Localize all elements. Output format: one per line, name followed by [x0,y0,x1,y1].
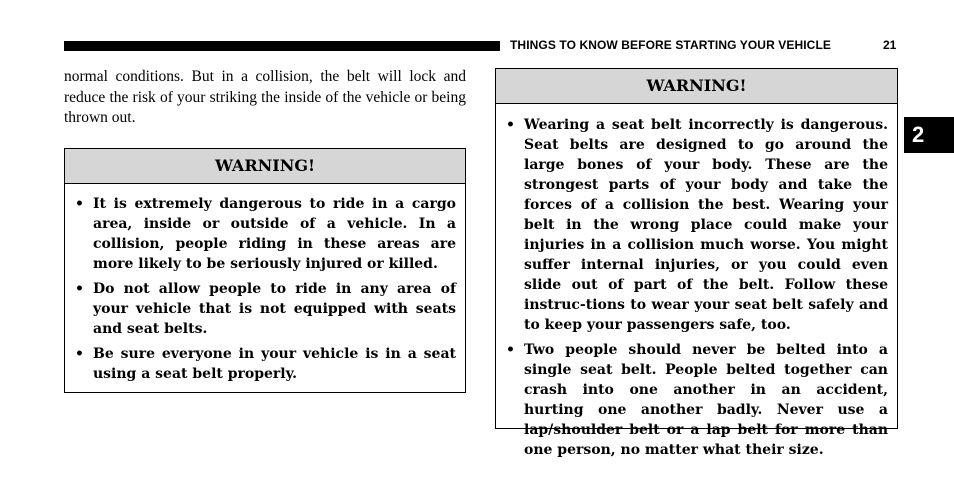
warning-item: • Be sure everyone in your vehicle is in a seat using a seat belt properly. [93,344,456,384]
warning-item: • It is extremely dangerous to ride in a cargo area, inside or outside of a vehicle. In a collision, people riding in these areas are more likely to be seriously injured or killed. [93,194,456,274]
warning-item: • Wearing a seat belt incorrectly is dangerous. Seat belts are designed to go around the large bones of your body. These are the strongest parts of your body and take the forces of a collision the best. Wearing your belt in the wrong place could make your injuries in a collision much worse. You might suffer internal injuries, or you could even slide out of part of the belt. Follow these instruc-tions to wear your seat belt safely and to keep your passengers safe, too. [524,115,888,335]
intro-paragraph: normal conditions. But in a collision, the belt will lock and reduce the risk of your striking the inside of the vehicle or being thrown out. [64,68,466,126]
header-rule [64,41,500,51]
warning-item: • Two people should never be belted into a single seat belt. People belted together can crash into one another in an accident, hurting one another badly. Never use a lap/shoulder belt or a lap belt for more than one person, no matter what their size. [524,340,888,460]
warning-box-right [495,68,898,458]
warning-list [65,184,465,384]
warning-box-left [64,148,466,393]
warning-title: WARNING! [496,69,897,104]
warning-title: WARNING! [65,149,465,184]
warning-item: • Do not allow people to ride in any area of your vehicle that is not equipped with seats and seat belts. [93,279,456,339]
page-number: 21 [883,38,897,52]
chapter-tab: 2 [904,117,954,153]
warning-list [496,104,897,460]
running-header-title: THINGS TO KNOW BEFORE STARTING YOUR VEHICLE [510,38,831,52]
